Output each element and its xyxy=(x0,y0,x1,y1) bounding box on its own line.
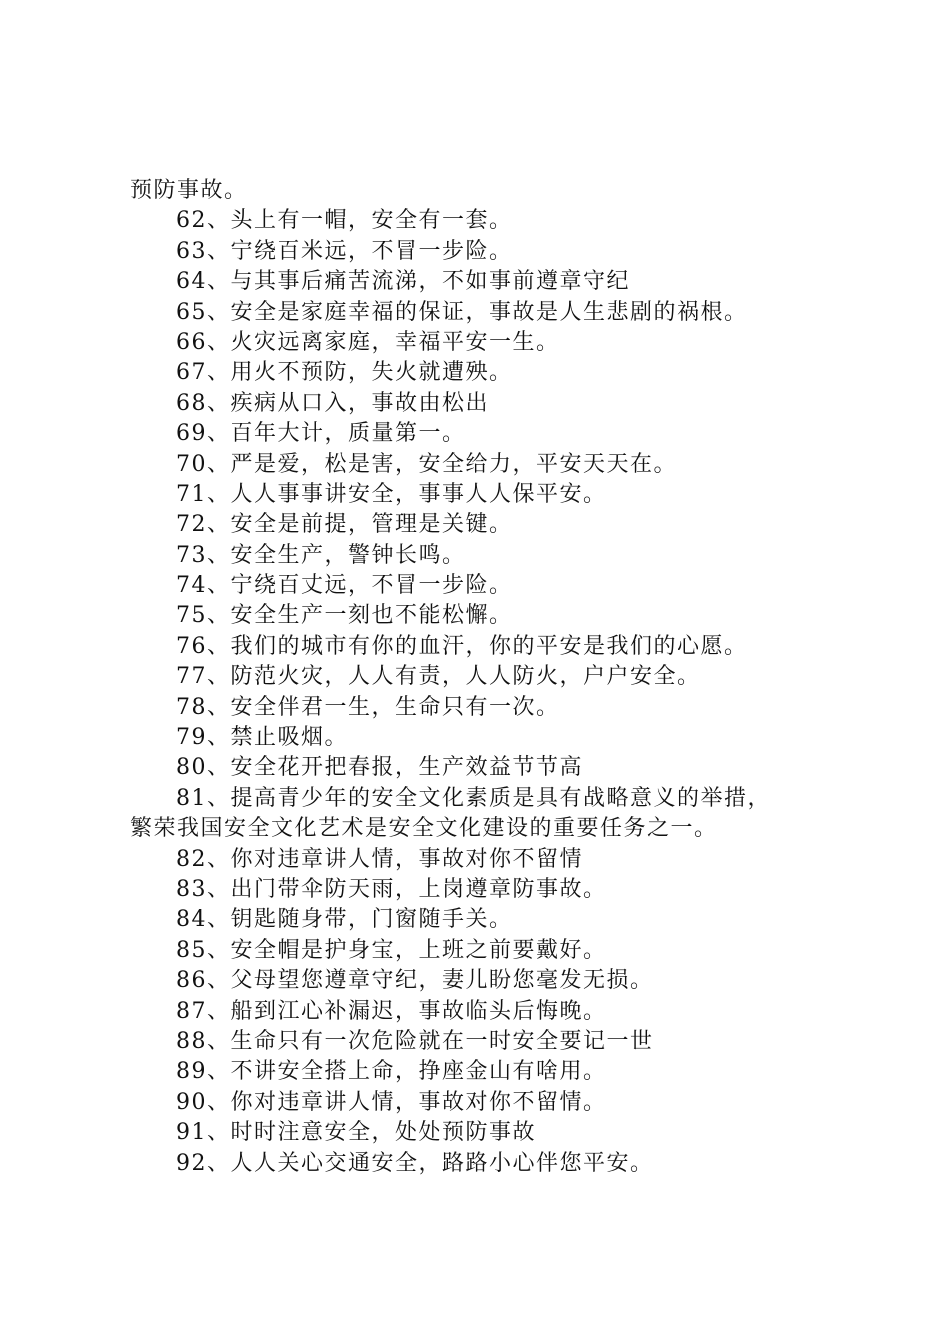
list-item-text: 父母望您遵章守纪，妻儿盼您毫发无损。 xyxy=(230,968,654,994)
list-item xyxy=(130,1088,830,1118)
list-item-separator: 、 xyxy=(207,876,231,902)
list-item-separator: 、 xyxy=(207,299,231,325)
list-item-separator: 、 xyxy=(207,481,231,507)
list-item-separator: 、 xyxy=(207,1059,231,1085)
list-item xyxy=(130,693,830,723)
list-item-separator: 、 xyxy=(207,907,231,933)
slogan-list xyxy=(130,206,830,783)
list-item-number: 68 xyxy=(176,390,207,416)
list-item-separator: 、 xyxy=(207,542,231,568)
list-item xyxy=(130,389,830,419)
list-item-text: 安全生产，警钟长鸣。 xyxy=(230,542,466,568)
list-item-separator: 、 xyxy=(207,968,231,994)
list-item-number: 71 xyxy=(176,481,207,507)
list-item-text: 安全伴君一生，生命只有一次。 xyxy=(230,694,560,720)
list-item-number: 65 xyxy=(176,299,207,325)
list-item-separator: 、 xyxy=(207,329,231,355)
list-item-text: 疾病从口入，事故由松出 xyxy=(230,390,490,416)
list-item-number: 84 xyxy=(176,907,207,933)
list-item xyxy=(130,875,830,905)
list-item-text: 人人事事讲安全，事事人人保平安。 xyxy=(230,481,607,507)
list-item xyxy=(130,237,830,267)
list-item-number: 92 xyxy=(176,1150,207,1176)
list-item-number: 77 xyxy=(176,664,207,690)
list-item-separator: 、 xyxy=(207,512,231,538)
list-item-text: 出门带伞防天雨，上岗遵章防事故。 xyxy=(230,876,607,902)
list-item xyxy=(130,298,830,328)
list-item-text: 不讲安全搭上命，挣座金山有啥用。 xyxy=(230,1059,607,1085)
list-item-separator: 、 xyxy=(207,1150,231,1176)
list-item-separator: 、 xyxy=(207,725,231,751)
list-item xyxy=(130,662,830,692)
list-item-text: 安全是家庭幸福的保证，事故是人生悲剧的祸根。 xyxy=(230,299,748,325)
list-item xyxy=(130,753,830,783)
list-item-number: 66 xyxy=(176,329,207,355)
list-item-text: 与其事后痛苦流涕，不如事前遵章守纪 xyxy=(230,269,631,295)
list-item-text: 防范火灾，人人有责，人人防火，户户安全。 xyxy=(230,664,701,690)
list-item-separator: 、 xyxy=(207,208,231,234)
list-item-text: 钥匙随身带，门窗随手关。 xyxy=(230,907,513,933)
list-item-number: 78 xyxy=(176,694,207,720)
list-item-separator: 、 xyxy=(207,633,231,659)
list-item-separator: 、 xyxy=(207,421,231,447)
list-item-separator: 、 xyxy=(207,1028,231,1054)
list-item xyxy=(130,845,830,875)
list-item-text: 安全是前提，管理是关键。 xyxy=(230,512,513,538)
list-item xyxy=(130,632,830,662)
list-item-number: 70 xyxy=(176,451,207,477)
list-item-number: 74 xyxy=(176,573,207,599)
list-item-text: 用火不预防，失火就遭殃。 xyxy=(230,360,513,386)
list-item-text: 安全帽是护身宝，上班之前要戴好。 xyxy=(230,937,607,963)
list-item-text: 时时注意安全，处处预防事故 xyxy=(230,1120,537,1146)
list-item-text: 严是爱，松是害，安全给力，平安天天在。 xyxy=(230,451,678,477)
list-item-text: 人人关心交通安全，路路小心伴您平安。 xyxy=(230,1150,654,1176)
list-item xyxy=(130,1118,830,1148)
list-item-separator: 、 xyxy=(207,269,231,295)
list-item-number: 73 xyxy=(176,542,207,568)
list-item xyxy=(130,601,830,631)
list-item xyxy=(130,206,830,236)
list-item-text: 百年大计，质量第一。 xyxy=(230,421,466,447)
list-item xyxy=(130,966,830,996)
list-item-number: 90 xyxy=(176,1089,207,1115)
list-item-number: 89 xyxy=(176,1059,207,1085)
list-item-number: 87 xyxy=(176,998,207,1024)
list-item-text: 宁绕百丈远，不冒一步险。 xyxy=(230,573,513,599)
list-item-number: 63 xyxy=(176,238,207,264)
list-item xyxy=(130,571,830,601)
list-item xyxy=(130,1027,830,1057)
list-item-separator: 、 xyxy=(207,846,231,872)
list-item xyxy=(130,936,830,966)
list-item-number: 64 xyxy=(176,269,207,295)
list-item-separator: 、 xyxy=(207,573,231,599)
list-item xyxy=(130,510,830,540)
list-item-separator: 、 xyxy=(207,1120,231,1146)
list-item-81-line-1: 81、提高青少年的安全文化素质是具有战略意义的举措， xyxy=(176,785,771,811)
list-item xyxy=(130,358,830,388)
list-item-separator: 、 xyxy=(207,755,231,781)
list-item xyxy=(130,1149,830,1179)
list-item-number: 76 xyxy=(176,633,207,659)
document-body xyxy=(130,176,830,1179)
list-item-81-line-2: 繁荣我国安全文化艺术是安全文化建设的重要任务之一。 xyxy=(130,816,718,842)
list-item-separator: 、 xyxy=(207,390,231,416)
list-item-text: 你对违章讲人情，事故对你不留情 xyxy=(230,846,584,872)
list-item xyxy=(130,419,830,449)
list-item-text: 你对违章讲人情，事故对你不留情。 xyxy=(230,1089,607,1115)
list-item-text: 安全花开把春报，生产效益节节高 xyxy=(230,755,584,781)
list-item-separator: 、 xyxy=(207,694,231,720)
list-item-number: 72 xyxy=(176,512,207,538)
list-item-number: 85 xyxy=(176,937,207,963)
list-item xyxy=(130,541,830,571)
list-item-separator: 、 xyxy=(207,360,231,386)
list-item-text: 安全生产一刻也不能松懈。 xyxy=(230,603,513,629)
slogan-list-continued xyxy=(130,845,830,1179)
list-item-number: 83 xyxy=(176,876,207,902)
list-item-number: 91 xyxy=(176,1120,207,1146)
list-item-separator: 、 xyxy=(207,451,231,477)
list-item xyxy=(130,723,830,753)
list-item-separator: 、 xyxy=(207,238,231,264)
list-item-text: 头上有一帽，安全有一套。 xyxy=(230,208,513,234)
list-item xyxy=(130,1057,830,1087)
list-item-number: 82 xyxy=(176,846,207,872)
list-item-text: 船到江心补漏迟，事故临头后悔晚。 xyxy=(230,998,607,1024)
list-item xyxy=(130,997,830,1027)
continuation-line: 预防事故。 xyxy=(130,178,248,203)
list-item-number: 86 xyxy=(176,968,207,994)
list-item-number: 69 xyxy=(176,421,207,447)
list-item-separator: 、 xyxy=(207,664,231,690)
list-item xyxy=(130,480,830,510)
list-item-separator: 、 xyxy=(207,998,231,1024)
list-item-number: 79 xyxy=(176,725,207,751)
list-item-number: 75 xyxy=(176,603,207,629)
list-item-text: 我们的城市有你的血汗，你的平安是我们的心愿。 xyxy=(230,633,748,659)
list-item-number: 80 xyxy=(176,755,207,781)
list-item-number: 88 xyxy=(176,1028,207,1054)
list-item xyxy=(130,450,830,480)
list-item-text: 禁止吸烟。 xyxy=(230,725,349,751)
list-item-text: 生命只有一次危险就在一时安全要记一世 xyxy=(230,1028,654,1054)
list-item-separator: 、 xyxy=(207,1089,231,1115)
list-item xyxy=(130,328,830,358)
list-item xyxy=(130,267,830,297)
list-item-text: 宁绕百米远，不冒一步险。 xyxy=(230,238,513,264)
list-item-number: 67 xyxy=(176,360,207,386)
list-item xyxy=(130,905,830,935)
list-item-separator: 、 xyxy=(207,937,231,963)
list-item-separator: 、 xyxy=(207,603,231,629)
list-item-number: 62 xyxy=(176,208,207,234)
list-item-text: 火灾远离家庭，幸福平安一生。 xyxy=(230,329,560,355)
